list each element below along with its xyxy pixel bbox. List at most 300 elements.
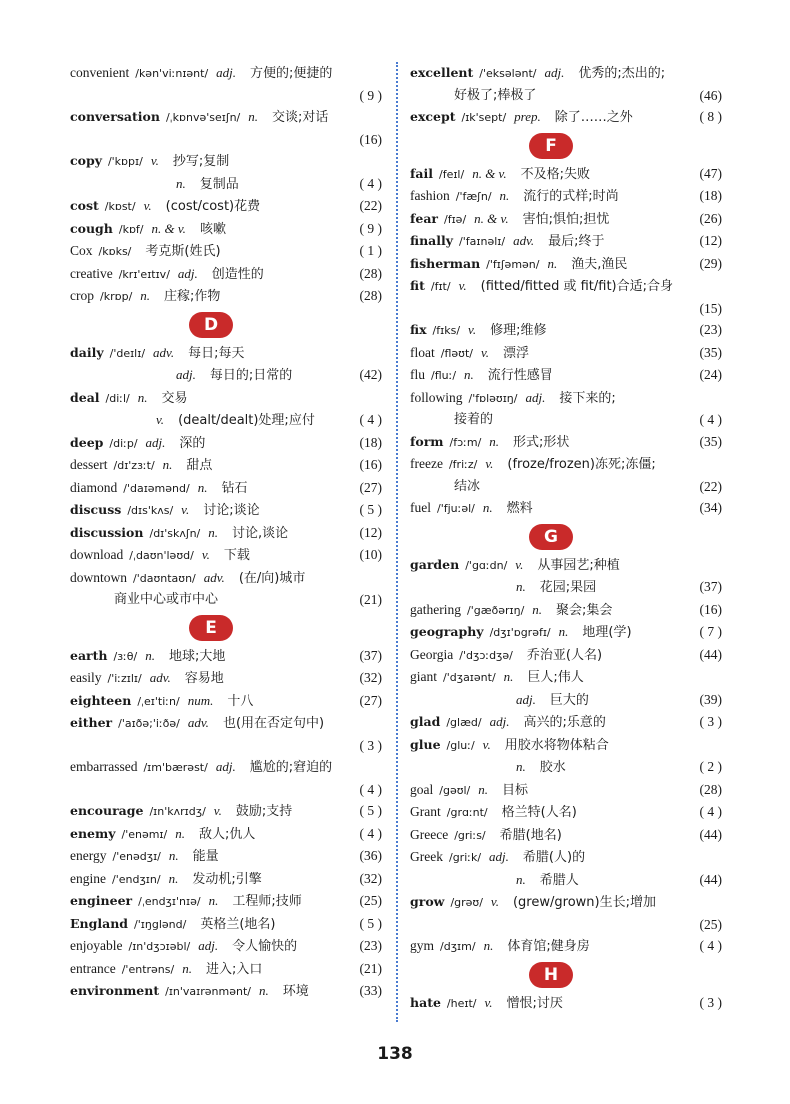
phonetic: /kɒst/	[104, 200, 136, 213]
unit-number: ( 2 )	[699, 759, 722, 774]
part-of-speech: v.	[458, 278, 467, 293]
unit-number: (28)	[699, 781, 722, 797]
unit-number: (16)	[359, 457, 382, 472]
entry-main-line	[410, 935, 722, 958]
part-of-speech: n.	[208, 893, 219, 908]
part-of-speech: n.	[162, 457, 173, 472]
meaning: 英格兰(地名)	[200, 916, 276, 932]
unit-number: (18)	[699, 188, 722, 203]
meaning: 考克斯(姓氏)	[145, 244, 221, 259]
dictionary-entry	[410, 387, 722, 431]
unit-number: (24)	[699, 367, 722, 382]
entry-main-line	[410, 253, 722, 276]
meaning: 用胶水将物体粘合	[504, 737, 609, 753]
meaning: 不及格;失败	[520, 166, 590, 182]
dictionary-entry	[70, 690, 382, 713]
phonetic: /gluː/	[446, 738, 475, 752]
unit-number: ( 4 )	[699, 938, 722, 953]
phonetic: /ˌendʒɪ'nɪə/	[138, 895, 201, 908]
phonetic: /'fjuːəl/	[437, 502, 475, 515]
unit-number: (28)	[359, 265, 382, 281]
meaning-continued: 商业中心或市中心	[114, 592, 219, 607]
headword: enemy	[70, 825, 116, 841]
meaning: 胶水	[539, 760, 566, 775]
headword: discussion	[70, 524, 144, 540]
meaning: 害怕;惧怕;担忧	[522, 211, 610, 227]
meaning: 讨论;谈论	[203, 503, 260, 518]
unit-number: (34)	[699, 500, 722, 515]
headword: environment	[70, 983, 160, 998]
dictionary-entry	[410, 992, 722, 1015]
entry-main-line	[410, 275, 722, 298]
phonetic: /'fɪʃəmən/	[486, 257, 540, 271]
dictionary-entry	[70, 454, 382, 477]
meaning: 复制品	[199, 176, 239, 192]
headword: geography	[410, 624, 484, 639]
headword: flu	[410, 367, 425, 382]
dictionary-entry	[70, 935, 382, 958]
part-of-speech: v.	[482, 736, 491, 752]
section-letter-badge: D	[189, 312, 233, 338]
meaning: 工程师;技师	[232, 894, 302, 909]
part-of-speech: adj.	[215, 759, 236, 774]
headword: fisherman	[410, 255, 481, 271]
dictionary-entry	[410, 275, 722, 319]
part-of-speech: v.	[484, 994, 493, 1010]
headword: enjoyable	[70, 938, 123, 953]
phonetic: /glæd/	[446, 716, 482, 729]
phonetic: /dɪ'zɜːt/	[113, 459, 155, 472]
part-of-speech: v.	[468, 322, 477, 337]
entry-continuation	[410, 409, 722, 431]
part-of-speech: n.	[168, 870, 179, 886]
meaning: (fitted/fitted 或 fit/fit)合适;合身	[480, 279, 674, 294]
phonetic: /fɪks/	[432, 324, 461, 337]
part-of-speech: n.	[558, 624, 569, 639]
unit-number: (28)	[359, 288, 382, 303]
meaning-continued: 好极了;棒极了	[454, 87, 537, 103]
meaning: 花园;果园	[539, 580, 597, 595]
part-of-speech: n.	[489, 433, 500, 449]
meaning: 体育馆;健身房	[507, 939, 590, 954]
phonetic: /diːp/	[109, 436, 138, 450]
headword: gym	[410, 938, 435, 953]
phonetic: /ˌdaʊn'ləʊd/	[129, 549, 194, 562]
entry-main-line	[410, 599, 722, 622]
phonetic: /'dʒaɪənt/	[443, 671, 496, 684]
meaning: 容易地	[184, 671, 224, 686]
dictionary-entry	[70, 980, 382, 1003]
part-of-speech: n.	[478, 781, 489, 797]
phonetic: /ɪn'vaɪrənmənt/	[165, 985, 251, 998]
entry-main-line	[70, 150, 382, 173]
dictionary-entry	[70, 544, 382, 567]
entry-main-line	[410, 891, 722, 914]
right-column	[410, 62, 722, 1014]
unit-number: (12)	[359, 524, 382, 540]
dictionary-entry	[70, 263, 382, 286]
unit-number: ( 1 )	[359, 243, 382, 258]
meaning: 目标	[502, 782, 529, 798]
unit-number: (35)	[699, 344, 722, 360]
unit-number: ( 4 )	[359, 412, 382, 427]
phonetic: /'gɑːdn/	[465, 558, 508, 572]
phonetic: /grɑːnt/	[446, 806, 488, 819]
headword: downtown	[70, 569, 127, 585]
entry-main-line	[70, 712, 382, 735]
dictionary-entry	[70, 645, 382, 668]
part-of-speech: adv.	[153, 344, 175, 360]
headword: Georgia	[410, 646, 454, 662]
headword: goal	[410, 781, 434, 797]
meaning: 格兰特(人名)	[501, 805, 577, 820]
headword: easily	[70, 670, 102, 685]
phonetic: /ɪn'kʌrɪdʒ/	[149, 805, 206, 818]
unit-number: ( 4 )	[699, 412, 722, 427]
headword: fashion	[410, 188, 450, 203]
unit-number: (47)	[699, 165, 722, 181]
entry-main-line	[410, 453, 722, 476]
meaning: 巨大的	[549, 692, 589, 708]
part-of-speech: n. & v.	[472, 165, 507, 181]
part-of-speech: adj.	[216, 65, 237, 80]
headword: grow	[410, 894, 445, 909]
dictionary-entry	[410, 453, 722, 497]
dictionary-entry	[70, 567, 382, 611]
headword: eighteen	[70, 692, 132, 708]
part-of-speech: n.	[483, 938, 494, 953]
unit-number: (44)	[699, 826, 722, 842]
dictionary-entry	[70, 150, 382, 195]
meaning: 希腊人	[539, 872, 579, 888]
headword: conversation	[70, 109, 160, 124]
entry-main-line	[70, 285, 382, 308]
meaning: 燃料	[506, 501, 533, 516]
phonetic: /'kɒpɪ/	[107, 155, 143, 168]
headword: fail	[410, 165, 433, 181]
dictionary-entry	[410, 554, 722, 599]
meaning: 流行性感冒	[487, 368, 553, 383]
section-letter-badge: F	[529, 133, 573, 159]
headword: Cox	[70, 243, 93, 258]
phonetic: /griːk/	[448, 851, 482, 864]
part-of-speech: adv.	[187, 715, 209, 730]
phonetic: /krɪ'eɪtɪv/	[118, 267, 170, 281]
meaning: 每日的;日常的	[209, 368, 293, 383]
meaning: 地球;大地	[168, 648, 226, 664]
meaning-continued: 结冰	[454, 478, 481, 494]
entry-main-line	[70, 499, 382, 522]
unit-number: (26)	[699, 210, 722, 226]
dictionary-entry	[70, 342, 382, 387]
phonetic: /'enəmɪ/	[121, 827, 168, 841]
meaning: 修理;维修	[490, 323, 547, 338]
meaning: 也(用在否定句中)	[222, 716, 325, 731]
unit-number: ( 4 )	[359, 825, 382, 841]
headword: encourage	[70, 803, 144, 818]
unit-number: ( 5 )	[359, 915, 382, 931]
entry-main-line	[410, 801, 722, 824]
dictionary-entry	[410, 319, 722, 342]
phonetic: /kɒf/	[118, 222, 144, 236]
headword: fuel	[410, 500, 431, 515]
entry-main-line	[410, 554, 722, 577]
entry-sub-sense	[410, 576, 722, 599]
part-of-speech: adj.	[145, 434, 166, 450]
entry-main-line	[70, 935, 382, 958]
headword: embarrassed	[70, 759, 138, 774]
entry-main-line	[410, 387, 722, 410]
part-of-speech: adv.	[203, 569, 225, 585]
part-of-speech: n.	[182, 960, 192, 976]
headword: dessert	[70, 457, 108, 472]
phonetic: /dʒɪ'ɒgrəfɪ/	[489, 626, 551, 639]
part-of-speech: n.	[248, 109, 259, 124]
headword: convenient	[70, 65, 130, 80]
dictionary-entry	[410, 711, 722, 734]
unit-number: (44)	[699, 871, 722, 887]
dictionary-entry	[410, 364, 722, 387]
meaning: 钻石	[221, 480, 248, 496]
entry-main-line	[410, 62, 722, 85]
meaning: 希腊(地名)	[499, 827, 562, 843]
part-of-speech: v.	[156, 412, 165, 427]
part-of-speech: n.	[482, 500, 493, 515]
phonetic: /'fæʃn/	[455, 190, 492, 203]
section-badge	[410, 129, 692, 163]
phonetic: /kən'viːnɪənt/	[135, 67, 209, 80]
entry-sub-sense	[70, 409, 382, 432]
entry-sub-sense	[410, 689, 722, 712]
part-of-speech: n.	[168, 848, 179, 863]
phonetic: /fluː/	[431, 369, 457, 382]
part-of-speech: adj.	[198, 938, 219, 953]
section-letter-badge: E	[189, 615, 233, 641]
entry-main-line	[410, 824, 722, 847]
dictionary-entry	[70, 756, 382, 800]
phonetic: /ɜːθ/	[113, 649, 138, 663]
headword: cost	[70, 198, 99, 213]
part-of-speech: adj.	[176, 367, 196, 382]
phonetic: /krɒp/	[100, 290, 133, 303]
headword: finally	[410, 233, 454, 248]
entry-main-line	[70, 477, 382, 500]
phonetic: /griːs/	[454, 828, 486, 842]
dictionary-entry	[70, 499, 382, 522]
unit-number: (37)	[359, 647, 382, 663]
headword: creative	[70, 265, 113, 281]
entry-main-line	[410, 230, 722, 253]
unit-number: ( 7 )	[699, 624, 722, 639]
headword: freeze	[410, 456, 443, 471]
headword: fix	[410, 322, 427, 337]
dictionary-entry	[70, 106, 382, 150]
phonetic: /ˌkɒnvə'seɪʃn/	[165, 111, 241, 124]
phonetic: /'enədʒɪ/	[112, 850, 161, 863]
entry-sub-sense	[70, 173, 382, 196]
meaning: 巨人;伟人	[527, 670, 584, 685]
unit-number: ( 3 )	[699, 714, 722, 729]
entry-main-line	[70, 342, 382, 365]
meaning: 交易	[161, 390, 188, 406]
dictionary-entry	[410, 342, 722, 365]
part-of-speech: v.	[181, 502, 190, 517]
dictionary-entry	[410, 208, 722, 231]
phonetic: /'gæðərɪŋ/	[466, 603, 525, 617]
entry-main-line	[410, 163, 722, 186]
unit-number: (35)	[699, 433, 722, 449]
part-of-speech: v.	[150, 153, 159, 168]
unit-number: ( 8 )	[699, 109, 722, 124]
meaning: 庄稼;作物	[164, 289, 221, 304]
headword: Greece	[410, 826, 449, 842]
part-of-speech: v.	[201, 547, 210, 562]
meaning: (在/向)城市	[238, 570, 306, 586]
headword: engine	[70, 870, 106, 886]
phonetic: /ɪk'sept/	[461, 111, 507, 124]
phonetic: /'eksələnt/	[479, 67, 537, 80]
part-of-speech: adj.	[544, 65, 565, 80]
headword: giant	[410, 669, 437, 684]
dictionary-entry	[410, 621, 722, 644]
phonetic: /gəʊl/	[439, 783, 471, 797]
part-of-speech: n.	[176, 175, 186, 191]
entry-sub-sense	[410, 756, 722, 779]
dictionary-entry	[70, 868, 382, 891]
entry-main-line	[410, 846, 722, 869]
entry-continuation	[70, 589, 382, 611]
entry-main-line	[70, 980, 382, 1003]
entry-main-line	[410, 319, 722, 342]
entry-main-line	[70, 432, 382, 455]
entry-main-line	[410, 621, 722, 644]
entry-main-line	[70, 845, 382, 868]
meaning: 环境	[282, 984, 309, 999]
meaning: 方便的;便捷的	[250, 66, 333, 81]
unit-number: (32)	[359, 670, 382, 685]
dictionary-entry	[70, 712, 382, 756]
headword: form	[410, 433, 444, 449]
dictionary-entry	[410, 230, 722, 253]
unit-number: (15)	[699, 300, 722, 316]
dictionary-entry	[70, 240, 382, 263]
entry-main-line	[70, 218, 382, 241]
headword: discuss	[70, 502, 122, 517]
entry-main-line	[410, 734, 722, 757]
phonetic: /'dʒɔːdʒə/	[459, 648, 513, 662]
phonetic: /'iːzɪlɪ/	[107, 672, 142, 685]
unit-number: (23)	[699, 322, 722, 337]
part-of-speech: n.	[137, 389, 148, 405]
meaning: 鼓励;支持	[235, 804, 293, 819]
phonetic: /kɒks/	[98, 245, 132, 258]
entry-main-line	[70, 195, 382, 218]
entry-main-line	[70, 454, 382, 477]
part-of-speech: v.	[213, 803, 222, 818]
part-of-speech: num.	[187, 692, 214, 708]
section-badge	[70, 308, 352, 342]
entry-main-line	[70, 62, 382, 85]
meaning: 形式;形状	[513, 434, 570, 450]
entry-main-line	[70, 645, 382, 668]
left-column	[70, 62, 382, 1003]
phonetic: /ɪm'bærəst/	[143, 761, 208, 774]
phonetic: /'deɪlɪ/	[109, 346, 146, 360]
headword: gathering	[410, 601, 461, 617]
entry-main-line	[410, 644, 722, 667]
dictionary-entry	[70, 800, 382, 823]
section-letter-badge: G	[529, 524, 573, 550]
meaning: 敌人;仇人	[198, 826, 256, 842]
phonetic: /fɔːm/	[449, 435, 482, 449]
meaning: 聚会;集会	[556, 602, 613, 618]
headword: entrance	[70, 960, 116, 976]
dictionary-entry	[410, 935, 722, 958]
meaning: (cost/cost)花费	[165, 199, 261, 214]
meaning: 十八	[227, 693, 254, 709]
phonetic: /fɪt/	[430, 280, 451, 293]
meaning: (dealt/dealt)处理;应付	[178, 413, 315, 428]
meaning: 流行的式样;时尚	[523, 189, 619, 204]
headword: Greek	[410, 849, 443, 864]
phonetic: /'daɪəmənd/	[123, 481, 190, 495]
unit-number: (23)	[359, 938, 382, 953]
unit-number: (18)	[359, 434, 382, 450]
part-of-speech: v.	[515, 556, 524, 572]
part-of-speech: adj.	[489, 849, 509, 864]
part-of-speech: n.	[464, 367, 474, 382]
entry-main-line	[410, 779, 722, 802]
dictionary-entry	[410, 185, 722, 208]
unit-number: (36)	[359, 848, 382, 863]
headword: except	[410, 109, 456, 124]
dictionary-entry	[70, 477, 382, 500]
unit-number: ( 4 )	[699, 804, 722, 819]
headword: glad	[410, 714, 441, 729]
entry-main-line	[70, 106, 382, 129]
dictionary-entry	[410, 779, 722, 802]
part-of-speech: n.	[547, 255, 558, 271]
entry-sub-sense	[410, 869, 722, 892]
unit-number: (33)	[359, 983, 382, 998]
entry-main-line	[70, 913, 382, 936]
dictionary-entry	[410, 106, 722, 129]
dictionary-entry	[410, 824, 722, 847]
part-of-speech: n.	[140, 288, 151, 303]
meaning: 尴尬的;窘迫的	[249, 760, 333, 775]
column-divider	[396, 62, 398, 1022]
unit-number: (27)	[359, 479, 382, 495]
unit-number: (37)	[699, 579, 722, 594]
part-of-speech: v.	[485, 456, 494, 471]
phonetic: /feɪl/	[438, 167, 465, 181]
meaning: 渔夫,渔民	[571, 256, 628, 272]
meaning: (grew/grown)生长;增加	[512, 895, 656, 910]
entry-main-line	[70, 667, 382, 690]
phonetic: /dʒɪm/	[440, 940, 476, 953]
dictionary-entry	[70, 387, 382, 432]
meaning: 希腊(人)的	[522, 850, 586, 865]
unit-number: (16)	[699, 601, 722, 617]
meaning: 交谈;对话	[272, 110, 329, 125]
headword: excellent	[410, 65, 474, 80]
headword: energy	[70, 848, 107, 863]
part-of-speech: n.	[197, 479, 208, 495]
entry-main-line	[410, 364, 722, 387]
dictionary-entry	[410, 891, 722, 935]
unit-number: ( 4 )	[359, 175, 382, 191]
dictionary-entry	[410, 734, 722, 779]
